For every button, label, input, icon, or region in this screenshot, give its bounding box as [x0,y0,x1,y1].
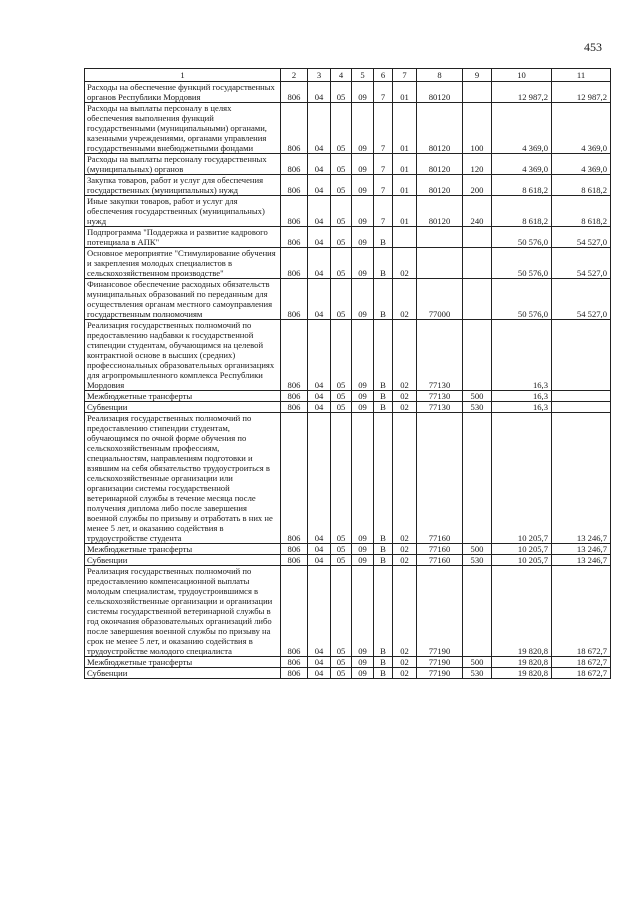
program-code: 09 [352,196,374,227]
subsection-code: 05 [331,82,352,103]
budget-table [84,68,611,679]
subprogram-code: В [374,320,393,391]
direction-code: 80120 [417,175,463,196]
amount-year-2: 12 987,2 [552,82,611,103]
column-header: 9 [463,69,492,82]
table-row [85,175,611,196]
column-header: 2 [281,69,308,82]
row-name: Реализация государственных полномочий по предоставлению надбавки к государственной стипендии студентам, обучающимся на целевой контрактной основе в высших (средних) профессиональных образовательных организациях для агропромышленного комплекса Республики Мордовия [85,320,281,391]
event-code: 01 [393,175,417,196]
column-header: 3 [308,69,331,82]
subsection-code: 05 [331,196,352,227]
direction-code: 80120 [417,196,463,227]
section-code: 04 [308,555,331,566]
expense-type-code: 530 [463,555,492,566]
row-name: Субвенции [85,668,281,679]
subsection-code: 05 [331,402,352,413]
event-code: 02 [393,320,417,391]
subsection-code: 05 [331,413,352,544]
amount-year-1: 10 205,7 [492,544,552,555]
event-code: 02 [393,668,417,679]
subsection-code: 05 [331,544,352,555]
expense-type-code: 500 [463,544,492,555]
expense-type-code: 530 [463,668,492,679]
expense-type-code [463,248,492,279]
row-name: Финансовое обеспечение расходных обязательств муниципальных образований по переданным для осуществления органам местного самоуправления государственным полномочиям [85,279,281,320]
column-header: 11 [552,69,611,82]
ministry-code: 806 [281,82,308,103]
subsection-code: 05 [331,320,352,391]
column-header: 1 [85,69,281,82]
direction-code: 77000 [417,279,463,320]
direction-code: 77190 [417,668,463,679]
amount-year-1: 8 618,2 [492,196,552,227]
row-name: Межбюджетные трансферты [85,657,281,668]
subprogram-code: В [374,413,393,544]
row-name: Расходы на выплаты персоналу в целях обеспечения выполнения функций государственными (муниципальными) органами, казенными учреждениями, органами управления государственными внебюджетными фондами [85,103,281,154]
ministry-code: 806 [281,103,308,154]
table-header-row [85,69,611,82]
amount-year-2: 8 618,2 [552,196,611,227]
event-code [393,227,417,248]
program-code: 09 [352,154,374,175]
subprogram-code: 7 [374,103,393,154]
expense-type-code: 100 [463,103,492,154]
table-row [85,103,611,154]
amount-year-2: 18 672,7 [552,668,611,679]
row-name: Основное мероприятие "Стимулирование обучения и закрепления молодых специалистов в сельскохозяйственном производстве" [85,248,281,279]
expense-type-code [463,320,492,391]
expense-type-code: 500 [463,391,492,402]
direction-code: 80120 [417,154,463,175]
table-row [85,82,611,103]
amount-year-2: 13 246,7 [552,544,611,555]
amount-year-1: 50 576,0 [492,227,552,248]
subprogram-code: В [374,279,393,320]
amount-year-1: 10 205,7 [492,555,552,566]
subprogram-code: В [374,668,393,679]
event-code: 02 [393,391,417,402]
table-row [85,391,611,402]
row-name: Субвенции [85,555,281,566]
table-row [85,154,611,175]
subsection-code: 05 [331,668,352,679]
program-code: 09 [352,544,374,555]
row-name: Реализация государственных полномочий по предоставлению компенсационной выплаты молодым специалистам, трудоустроившимся в сельскохозяйственные организации и организации системы государственной ветеринарной службы в год окончания образовательных организаций либо после завершения военной службы по призыву на срок не менее 5 лет, и оказанию содействия в трудоустройстве молодого специалиста [85,566,281,657]
ministry-code: 806 [281,544,308,555]
direction-code: 77190 [417,566,463,657]
amount-year-2 [552,391,611,402]
ministry-code: 806 [281,555,308,566]
row-name: Расходы на выплаты персоналу государственных (муниципальных) органов [85,154,281,175]
row-name: Иные закупки товаров, работ и услуг для обеспечения государственных (муниципальных) нужд [85,196,281,227]
table-row [85,279,611,320]
event-code: 01 [393,82,417,103]
subprogram-code: В [374,544,393,555]
table-row [85,320,611,391]
amount-year-1: 16,3 [492,320,552,391]
ministry-code: 806 [281,227,308,248]
amount-year-1: 4 369,0 [492,154,552,175]
subprogram-code: В [374,657,393,668]
program-code: 09 [352,555,374,566]
table-row [85,555,611,566]
event-code: 02 [393,566,417,657]
program-code: 09 [352,391,374,402]
direction-code: 80120 [417,103,463,154]
section-code: 04 [308,154,331,175]
table-row [85,248,611,279]
column-header: 7 [393,69,417,82]
expense-type-code: 500 [463,657,492,668]
amount-year-1: 19 820,8 [492,566,552,657]
amount-year-2 [552,320,611,391]
ministry-code: 806 [281,154,308,175]
event-code: 02 [393,544,417,555]
expense-type-code [463,413,492,544]
section-code: 04 [308,320,331,391]
program-code: 09 [352,248,374,279]
amount-year-1: 19 820,8 [492,668,552,679]
subsection-code: 05 [331,248,352,279]
amount-year-1: 10 205,7 [492,413,552,544]
amount-year-1: 50 576,0 [492,279,552,320]
section-code: 04 [308,566,331,657]
subsection-code: 05 [331,103,352,154]
direction-code: 77190 [417,657,463,668]
expense-type-code: 120 [463,154,492,175]
program-code: 09 [352,402,374,413]
subsection-code: 05 [331,657,352,668]
program-code: 09 [352,413,374,544]
section-code: 04 [308,196,331,227]
program-code: 09 [352,82,374,103]
table-row [85,668,611,679]
direction-code: 80120 [417,82,463,103]
column-header: 10 [492,69,552,82]
row-name: Подпрограмма "Поддержка и развитие кадрового потенциала в АПК" [85,227,281,248]
amount-year-2: 54 527,0 [552,279,611,320]
section-code: 04 [308,248,331,279]
direction-code [417,227,463,248]
program-code: 09 [352,279,374,320]
ministry-code: 806 [281,196,308,227]
ministry-code: 806 [281,657,308,668]
section-code: 04 [308,391,331,402]
amount-year-1: 4 369,0 [492,103,552,154]
column-header: 6 [374,69,393,82]
subsection-code: 05 [331,154,352,175]
ministry-code: 806 [281,668,308,679]
section-code: 04 [308,279,331,320]
program-code: 09 [352,175,374,196]
subprogram-code: В [374,391,393,402]
direction-code: 77130 [417,391,463,402]
amount-year-1: 16,3 [492,391,552,402]
direction-code: 77130 [417,320,463,391]
amount-year-2: 18 672,7 [552,657,611,668]
table-row [85,544,611,555]
subprogram-code: 7 [374,175,393,196]
expense-type-code: 240 [463,196,492,227]
table-row [85,657,611,668]
event-code: 01 [393,103,417,154]
program-code: 09 [352,657,374,668]
event-code: 01 [393,154,417,175]
subsection-code: 05 [331,566,352,657]
subsection-code: 05 [331,391,352,402]
program-code: 09 [352,566,374,657]
event-code: 02 [393,248,417,279]
section-code: 04 [308,175,331,196]
subprogram-code: В [374,566,393,657]
table-row [85,196,611,227]
amount-year-1: 50 576,0 [492,248,552,279]
subprogram-code: 7 [374,82,393,103]
ministry-code: 806 [281,320,308,391]
direction-code: 77160 [417,544,463,555]
section-code: 04 [308,103,331,154]
ministry-code: 806 [281,391,308,402]
event-code: 01 [393,196,417,227]
program-code: 09 [352,103,374,154]
amount-year-2 [552,402,611,413]
ministry-code: 806 [281,402,308,413]
direction-code: 77160 [417,413,463,544]
direction-code [417,248,463,279]
subprogram-code: В [374,555,393,566]
column-header: 8 [417,69,463,82]
section-code: 04 [308,402,331,413]
row-name: Расходы на обеспечение функций государственных органов Республики Мордовия [85,82,281,103]
column-header: 4 [331,69,352,82]
section-code: 04 [308,413,331,544]
subprogram-code: В [374,227,393,248]
section-code: 04 [308,668,331,679]
table-row [85,227,611,248]
event-code: 02 [393,555,417,566]
direction-code: 77160 [417,555,463,566]
subprogram-code: В [374,402,393,413]
row-name: Межбюджетные трансферты [85,544,281,555]
amount-year-1: 12 987,2 [492,82,552,103]
amount-year-2: 13 246,7 [552,555,611,566]
section-code: 04 [308,657,331,668]
expense-type-code [463,566,492,657]
row-name: Реализация государственных полномочий по предоставлению стипендии студентам, обучающимся по очной форме обучения по сельскохозяйственным профессиям, специальностям, направлениям подготовки и взявшим на себя обязательство трудоустроиться в сельскохозяйственные организации или организации системы государственной ветеринарной службы в течение месяца после получения диплома либо после завершения военной службы по призыву и отработать в них не менее 5 лет, и оказанию содействия в трудоустройстве студента [85,413,281,544]
table-row [85,413,611,544]
subprogram-code: В [374,248,393,279]
event-code: 02 [393,657,417,668]
ministry-code: 806 [281,175,308,196]
column-header: 5 [352,69,374,82]
subprogram-code: 7 [374,196,393,227]
amount-year-2: 13 246,7 [552,413,611,544]
section-code: 04 [308,227,331,248]
ministry-code: 806 [281,279,308,320]
expense-type-code: 530 [463,402,492,413]
amount-year-2: 4 369,0 [552,103,611,154]
amount-year-2: 8 618,2 [552,175,611,196]
subsection-code: 05 [331,227,352,248]
subprogram-code: 7 [374,154,393,175]
event-code: 02 [393,279,417,320]
expense-type-code [463,227,492,248]
subsection-code: 05 [331,555,352,566]
program-code: 09 [352,668,374,679]
amount-year-1: 8 618,2 [492,175,552,196]
subsection-code: 05 [331,279,352,320]
expense-type-code: 200 [463,175,492,196]
ministry-code: 806 [281,413,308,544]
section-code: 04 [308,544,331,555]
amount-year-2: 54 527,0 [552,248,611,279]
expense-type-code [463,82,492,103]
page-number: 453 [584,40,602,54]
section-code: 04 [308,82,331,103]
row-name: Субвенции [85,402,281,413]
event-code: 02 [393,402,417,413]
amount-year-1: 19 820,8 [492,657,552,668]
program-code: 09 [352,227,374,248]
ministry-code: 806 [281,248,308,279]
row-name: Закупка товаров, работ и услуг для обеспечения государственных (муниципальных) нужд [85,175,281,196]
amount-year-2: 54 527,0 [552,227,611,248]
program-code: 09 [352,320,374,391]
row-name: Межбюджетные трансферты [85,391,281,402]
event-code: 02 [393,413,417,544]
amount-year-2: 4 369,0 [552,154,611,175]
direction-code: 77130 [417,402,463,413]
table-row [85,566,611,657]
amount-year-2: 18 672,7 [552,566,611,657]
table-row [85,402,611,413]
expense-type-code [463,279,492,320]
amount-year-1: 16,3 [492,402,552,413]
ministry-code: 806 [281,566,308,657]
subsection-code: 05 [331,175,352,196]
